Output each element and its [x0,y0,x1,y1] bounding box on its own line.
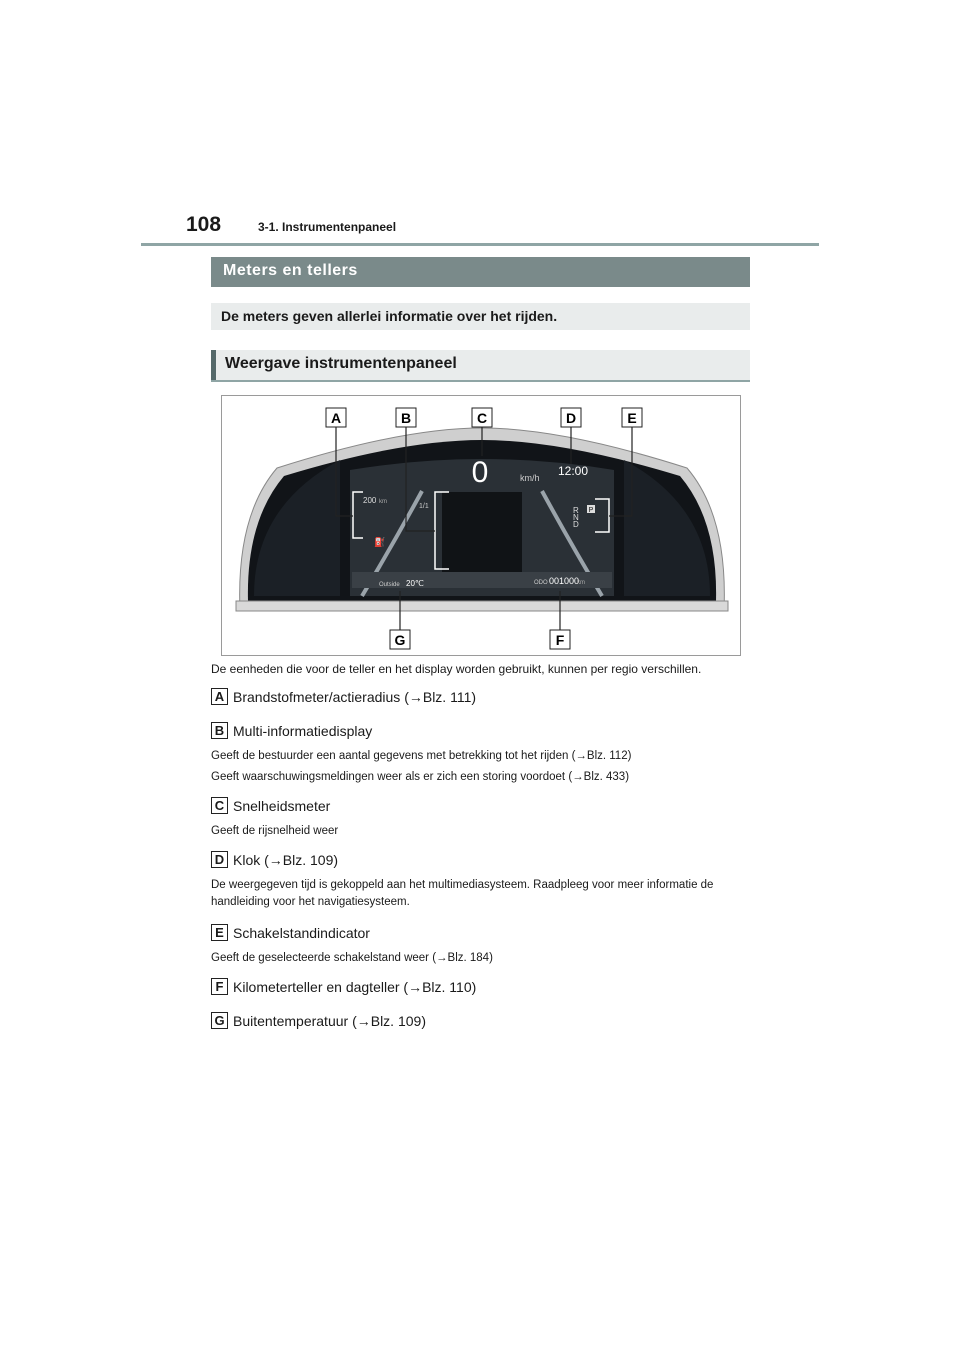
item-d-label: Klok (→Blz. 109) [233,851,339,868]
item-f-letter: F [211,978,228,995]
gear-n: N [573,513,579,522]
item-e-letter: E [211,924,228,941]
callout-d: D [565,410,577,426]
item-b-letter: B [211,722,228,739]
item-g-label: Buitentemperatuur (→Blz. 109) [233,1012,426,1029]
subsection-title: Weergave instrumentenpaneel [225,355,457,372]
callout-a: A [330,410,342,426]
intro-text: De meters geven allerlei informatie over het rijden. [221,308,558,324]
item-b-desc-1: Geeft de bestuurder een aantal gegevens met betrekking tot het rijden (→Blz. 112) [211,750,632,762]
item-a-label: Brandstofmeter/actieradius (→Blz. 111) [233,688,477,705]
subsection-bar [211,350,750,382]
item-a-letter: A [211,688,228,705]
item-b-desc-2: Geeft waarschuwingsmeldingen weer als er zich een storing voordoet (→Blz. 433) [211,771,630,783]
header-rule [141,243,819,246]
outside-label: Outside [379,582,400,588]
item-b [211,722,372,739]
callout-b: B [400,410,412,426]
item-b-label: Multi-informatiedisplay [233,722,373,739]
odo-unit: km [577,580,585,586]
item-e-label: Schakelstandindicator [233,924,370,941]
odo-value: 001000 [549,576,580,586]
gear-p: P [588,507,594,514]
item-f [211,978,476,995]
callout-e: E [627,410,637,426]
item-e [211,924,370,941]
clock-value: 12:00 [557,464,589,478]
callout-g: G [394,632,406,648]
gear-d: D [573,520,579,529]
item-f-label: Kilometerteller en dagteller (→Blz. 110) [233,978,477,995]
item-e-desc: Geeft de geselecteerde schakelstand weer (→Blz. 184) [211,952,493,964]
item-d [211,851,338,868]
instrument-panel-figure [221,395,741,656]
item-c-letter: C [211,797,228,814]
item-d-letter: D [211,851,228,868]
subsection-accent [211,350,216,380]
fuel-pump-icon: ⛽ [374,537,386,547]
gear-r: R [573,506,579,515]
callout-f: F [555,632,565,648]
item-a [211,688,476,705]
section-title: Meters en tellers [223,262,358,279]
section-title-bar [211,257,750,287]
chapter-title: 3-1. Instrumentenpaneel [258,220,397,234]
bezel-bottom [236,601,728,611]
speed-unit: km/h [520,473,540,483]
speed-value: 0 [471,456,489,489]
intro-box [211,303,750,330]
item-c-desc: Geeft de rijsnelheid weer [211,825,339,837]
item-c-label: Snelheidsmeter [233,797,331,814]
item-c [211,797,330,814]
callout-c: C [476,410,488,426]
item-g-letter: G [211,1012,228,1029]
fuel-full: 1/1 [419,503,429,510]
range-unit: km [379,499,387,505]
page-number: 108 [186,213,222,236]
range-value: 200 [363,496,377,505]
item-g [211,1012,426,1029]
outside-temp: 20℃ [406,579,424,588]
figure-caption: De eenheden die voor de teller en het display worden gebruikt, kunnen per regio verschillen. [211,662,702,676]
odo-label: ODO [534,580,548,586]
item-d-desc: De weergegeven tijd is gekoppeld aan het multimediasysteem. Raadpleeg voor meer informatie de handleiding voor het navigatiesysteem. [211,879,714,908]
